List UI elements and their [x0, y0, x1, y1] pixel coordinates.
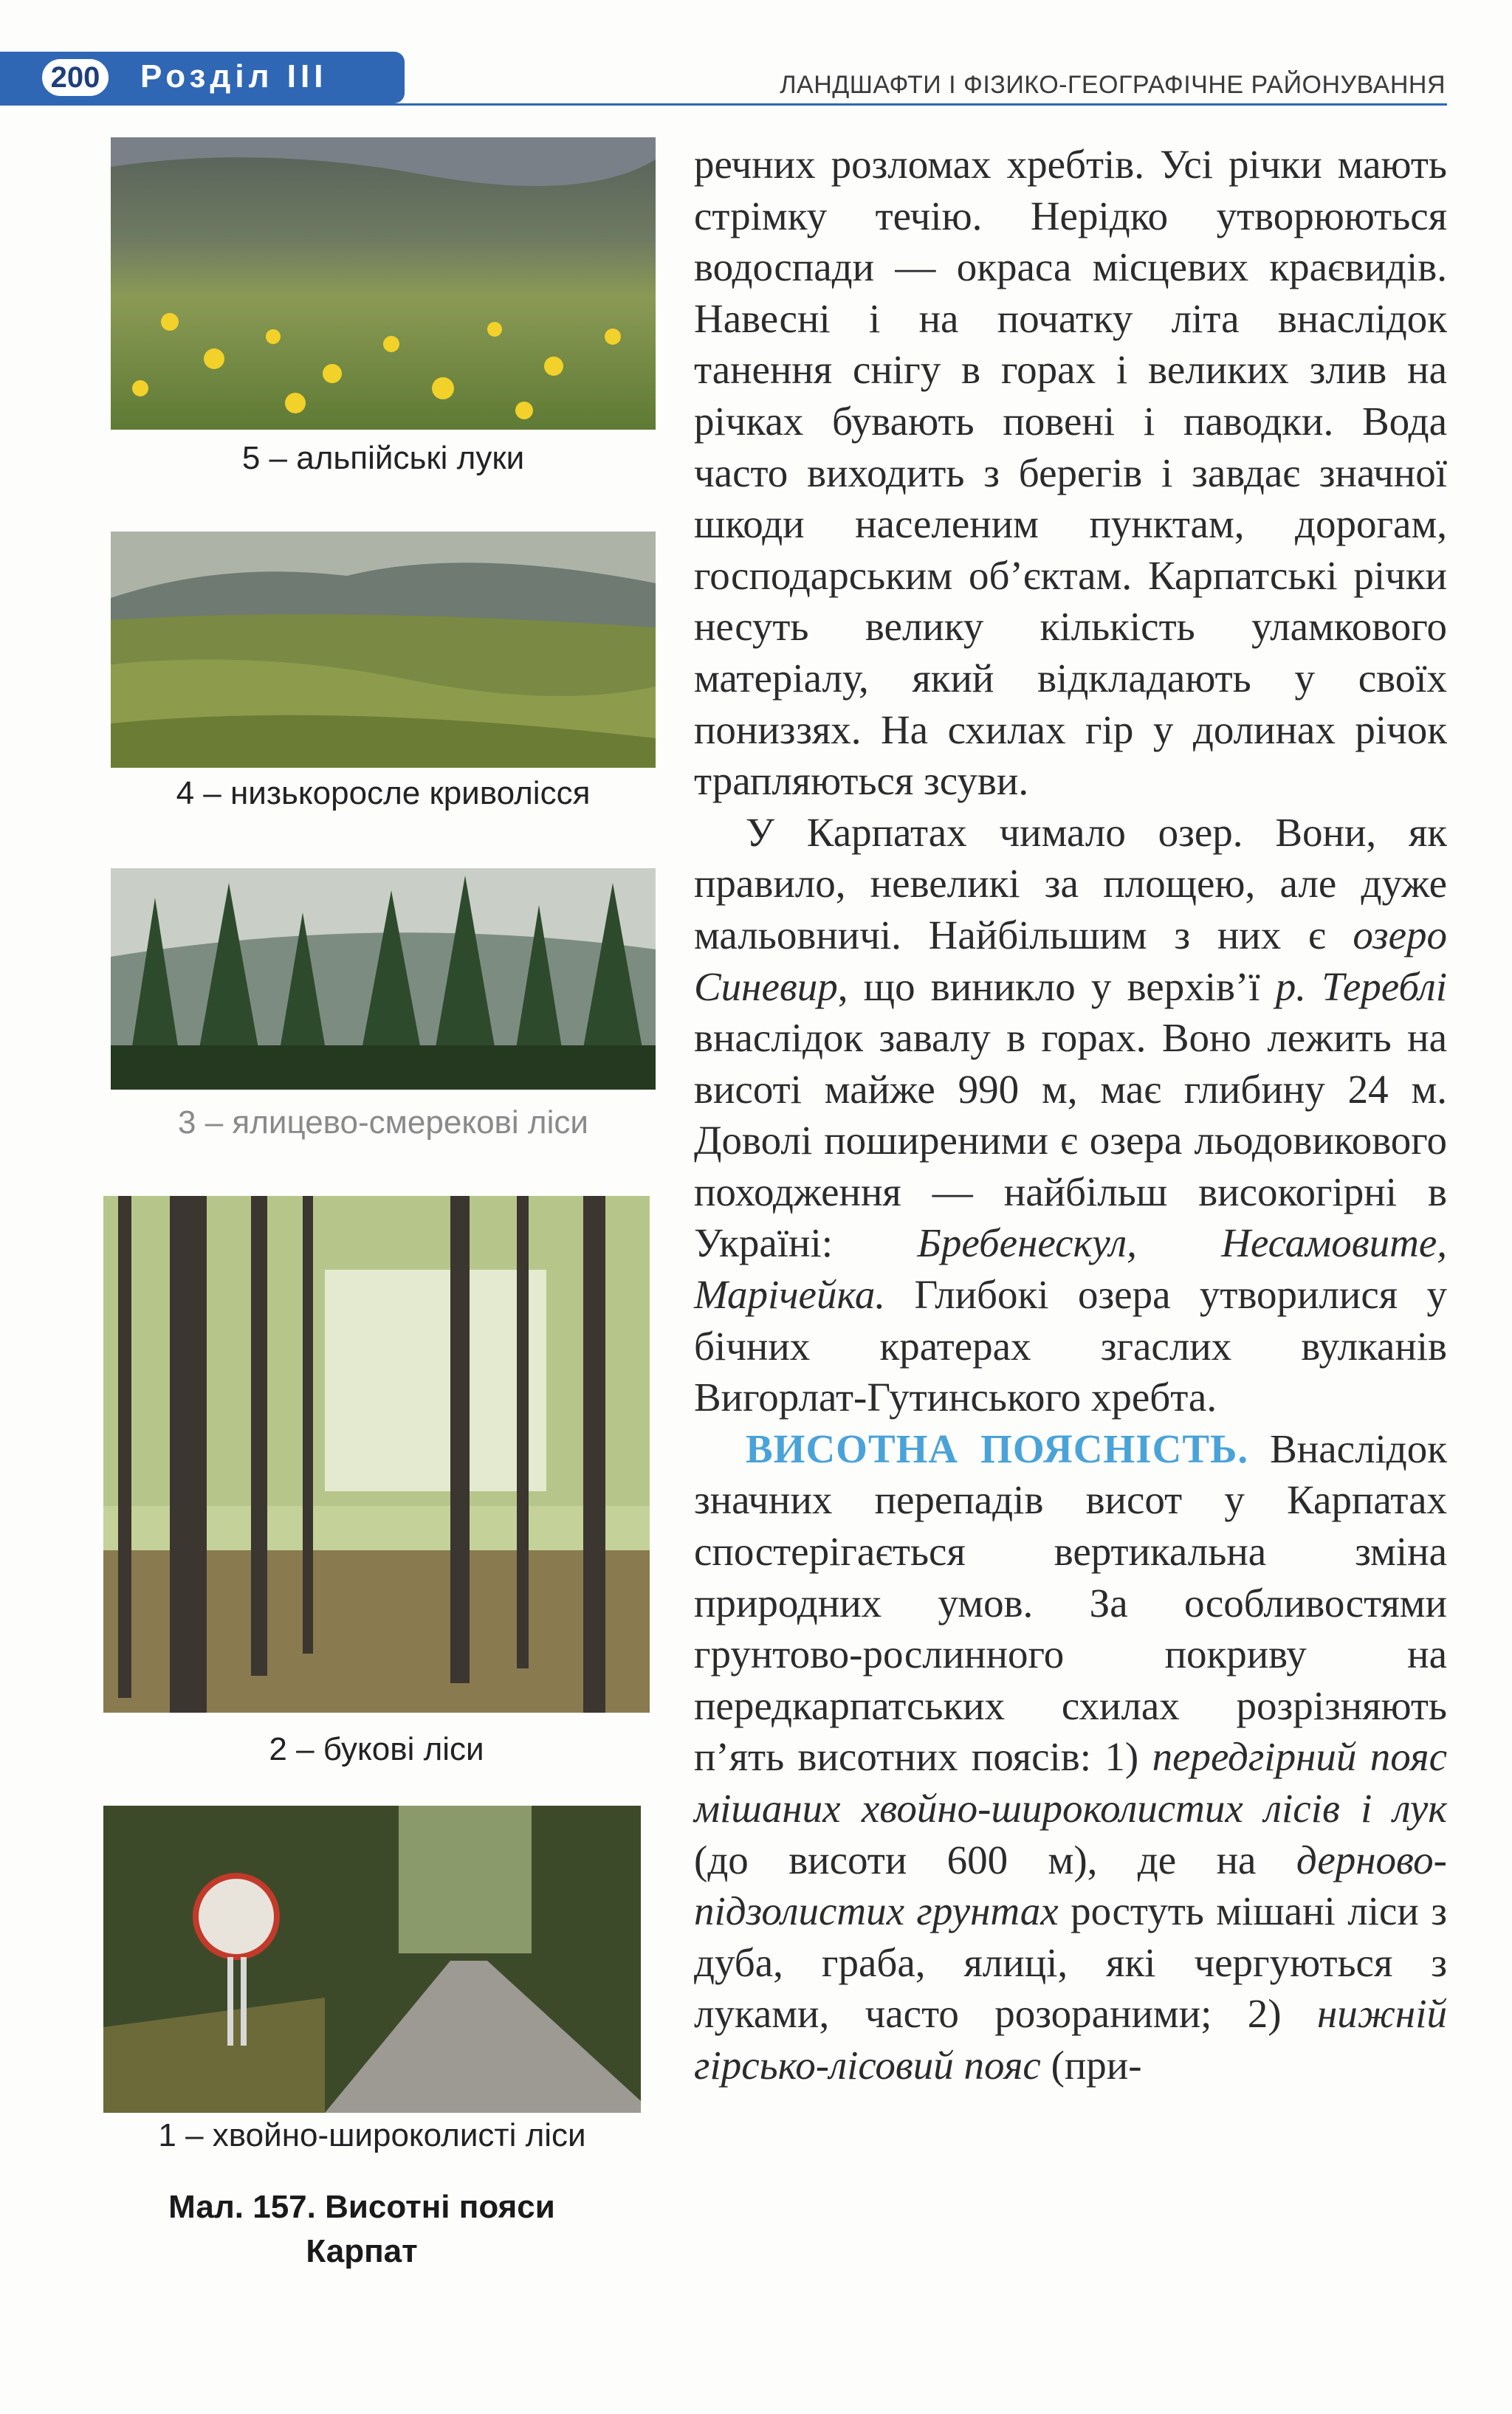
paragraph-lakes — [694, 807, 1447, 1423]
photo-caption: 5 – альпійські луки — [241, 440, 525, 476]
body-text — [694, 139, 1447, 2091]
italic-term: Бребенескул, Несамовите, Марічейка. — [694, 1220, 1447, 1318]
italic-term: передгірний пояс мішаних хвойно-широколистих лісів і лук — [694, 1734, 1447, 1831]
text-run: (при- — [1040, 2042, 1142, 2088]
section-heading: ВИСОТНА ПОЯСНІСТЬ. — [746, 1426, 1249, 1471]
page-number: 200 — [38, 55, 112, 100]
photo-fir-spruce-forest — [111, 868, 656, 1090]
text-run: Внаслідок значних перепадів висот у Карпатах спостерігається вертикальна зміна природних умов. За особливостями грунтово-рослинного покриву на передкарпатських схилах розрізняють п’ять висотних поясів: 1) — [694, 1426, 1447, 1780]
text-run: (до висоти 600 м), де на — [694, 1837, 1296, 1882]
italic-term: нижній гірсько-лісовий пояс — [694, 1991, 1447, 2088]
figure-caption — [103, 2185, 620, 2274]
italic-term: дерново-підзолистих грунтах — [694, 1837, 1447, 1934]
photo-caption: 4 – низькоросле криволісся — [176, 775, 591, 811]
text-run: , що виникло у верхів’ї — [837, 963, 1276, 1009]
photo-mixed-forest — [103, 1806, 641, 2113]
paragraph-rivers: речних розломах хребтів. Усі річки мають стрімку течію. Нерідко утворюються водоспади — окраса місцевих краєвидів. Навесні і на початку літа внаслідок танення снігу в горах і великих злив на річках бувають повені і паводки. Вода часто виходить з берегів і завдає значної шкоди населеним пунктам, дорогам, господарським об’єктам. Карпатські річки несуть велику кількість уламкового матеріалу, який відкладають у своїх пониззях. На схилах гір у долинах річок трапляються зсуви. — [694, 142, 1447, 804]
photo-caption: 1 – хвойно-широколисті ліси — [158, 2117, 586, 2153]
text-run: ростуть мішані ліси з дуба, граба, ялиці, які чергуються з луками, часто розораними; 2) — [694, 1888, 1447, 2037]
text-run: Глибокі озера утворилися у бічних кратерах згаслих вулканів Вигорлат-Гутинського хребта. — [694, 1272, 1447, 1420]
photo-elfin-woodland — [111, 532, 656, 768]
paragraph-altitude-zonation — [694, 1423, 1447, 2091]
photo-alpine-meadows — [111, 137, 656, 430]
italic-term: озеро Синевир — [694, 912, 1447, 1009]
photo-caption: 3 – ялицево-смерекові ліси — [178, 1104, 588, 1141]
photo-beech-forest — [103, 1196, 650, 1713]
figure-caption-line2: Карпат — [306, 2233, 418, 2269]
section-title: Розділ III — [140, 58, 328, 94]
figure-caption-line1: Мал. 157. Висотні пояси — [168, 2189, 555, 2225]
photo-caption: 2 – букові ліси — [269, 1731, 484, 1767]
text-run: внаслідок завалу в горах. Воно лежить на висоті майже 990 м, має глибину 24 м. Доволі поширеними є озера льодовикового походження — найбільш високогірні в Україні: — [694, 1015, 1447, 1266]
text-run: У Карпатах чимало озер. Вони, як правило, невеликі за площею, але дуже мальовничі. Найбільшим з них є — [694, 809, 1447, 957]
running-title: ЛАНДШАФТИ І ФІЗИКО-ГЕОГРАФІЧНЕ РАЙОНУВАННЯ — [780, 71, 1446, 99]
header-rule — [0, 103, 1447, 106]
page-header — [0, 43, 1512, 117]
italic-term: р. Тереблі — [1275, 963, 1447, 1009]
